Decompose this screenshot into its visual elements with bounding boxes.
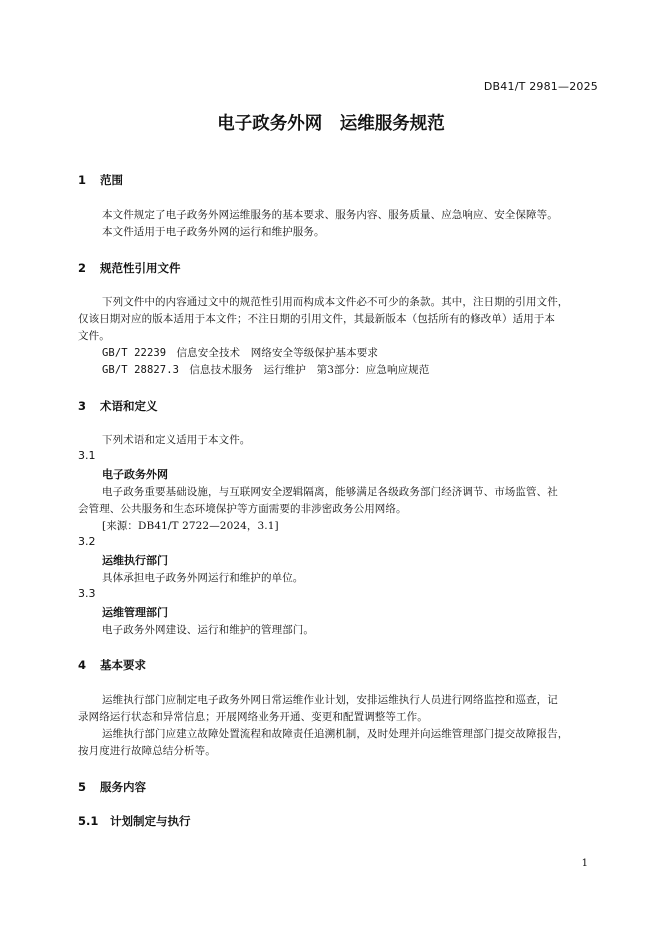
reference-title: 信息安全技术 网络安全等级保护基本要求 <box>176 347 378 359</box>
paragraph: 下列术语和定义适用于本文件。 <box>102 434 251 446</box>
section-title: 术语和定义 <box>100 399 158 413</box>
term-definition: 具体承担电子政务外网运行和维护的单位。 <box>102 572 304 584</box>
section-title: 基本要求 <box>100 658 147 672</box>
page-number: 1 <box>581 858 588 869</box>
paragraph: 本文件规定了电子政务外网运维服务的基本要求、服务内容、服务质量、应急响应、安全保障等。 <box>102 209 558 221</box>
term-number: 3.3 <box>78 587 96 600</box>
section-4-heading <box>78 657 146 673</box>
reference-item <box>102 362 429 377</box>
section-number: 4 <box>78 658 87 672</box>
reference-title: 信息技术服务 运行维护 第3部分：应急响应规范 <box>189 364 430 376</box>
term-name: 运维管理部门 <box>102 606 168 619</box>
term-number: 3.1 <box>78 449 96 462</box>
paragraph-continued: 文件。 <box>78 330 110 342</box>
reference-code: GB/T 28827.3 <box>102 364 180 376</box>
paragraph: 运维执行部门应建立故障处置流程和故障责任追溯机制，及时处理并向运维管理部门提交故障报告， <box>102 728 569 740</box>
term-number: 3.2 <box>78 535 96 548</box>
term-definition: 电子政务重要基础设施，与互联网安全逻辑隔离，能够满足各级政务部门经济调节、市场监管、社 <box>102 486 558 498</box>
section-3-heading <box>78 398 158 414</box>
section-2-heading <box>78 260 181 276</box>
paragraph: 下列文件中的内容通过文中的规范性引用而构成本文件必不可少的条款。其中，注日期的引用文件， <box>102 296 569 308</box>
section-number: 1 <box>78 173 87 187</box>
term-source: [来源：DB41/T 2722—2024，3.1] <box>102 520 279 532</box>
section-title: 规范性引用文件 <box>100 261 181 275</box>
section-title: 范围 <box>100 173 124 187</box>
page-title: 电子政务外网 运维服务规范 <box>217 114 445 134</box>
section-number: 2 <box>78 261 87 275</box>
section-number: 5 <box>78 780 87 794</box>
reference-code: GB/T 22239 <box>102 347 167 359</box>
section-title: 服务内容 <box>100 780 147 794</box>
subsection-5-1-heading <box>78 813 191 829</box>
reference-item <box>102 345 378 360</box>
section-1-heading <box>78 172 123 188</box>
document-number: DB41/T 2981—2025 <box>483 80 598 93</box>
section-5-heading <box>78 779 146 795</box>
paragraph: 本文件适用于电子政务外网的运行和维护服务。 <box>102 226 325 238</box>
paragraph-continued: 录网络运行状态和异常信息；开展网络业务开通、变更和配置调整等工作。 <box>78 711 428 723</box>
section-title: 计划制定与执行 <box>110 814 191 828</box>
term-name: 运维执行部门 <box>102 554 168 567</box>
term-definition-continued: 会管理、公共服务和生态环境保护等方面需要的非涉密政务公用网络。 <box>78 503 407 515</box>
section-number: 5.1 <box>78 814 99 828</box>
term-name: 电子政务外网 <box>102 468 168 481</box>
section-number: 3 <box>78 399 87 413</box>
paragraph-continued: 仅该日期对应的版本适用于本文件；不注日期的引用文件，其最新版本（包括所有的修改单）适用于本 <box>78 313 555 325</box>
paragraph-continued: 按月度进行故障总结分析等。 <box>78 745 216 757</box>
paragraph: 运维执行部门应制定电子政务外网日常运维作业计划，安排运维执行人员进行网络监控和巡查，记 <box>102 694 558 706</box>
term-definition: 电子政务外网建设、运行和维护的管理部门。 <box>102 624 314 636</box>
